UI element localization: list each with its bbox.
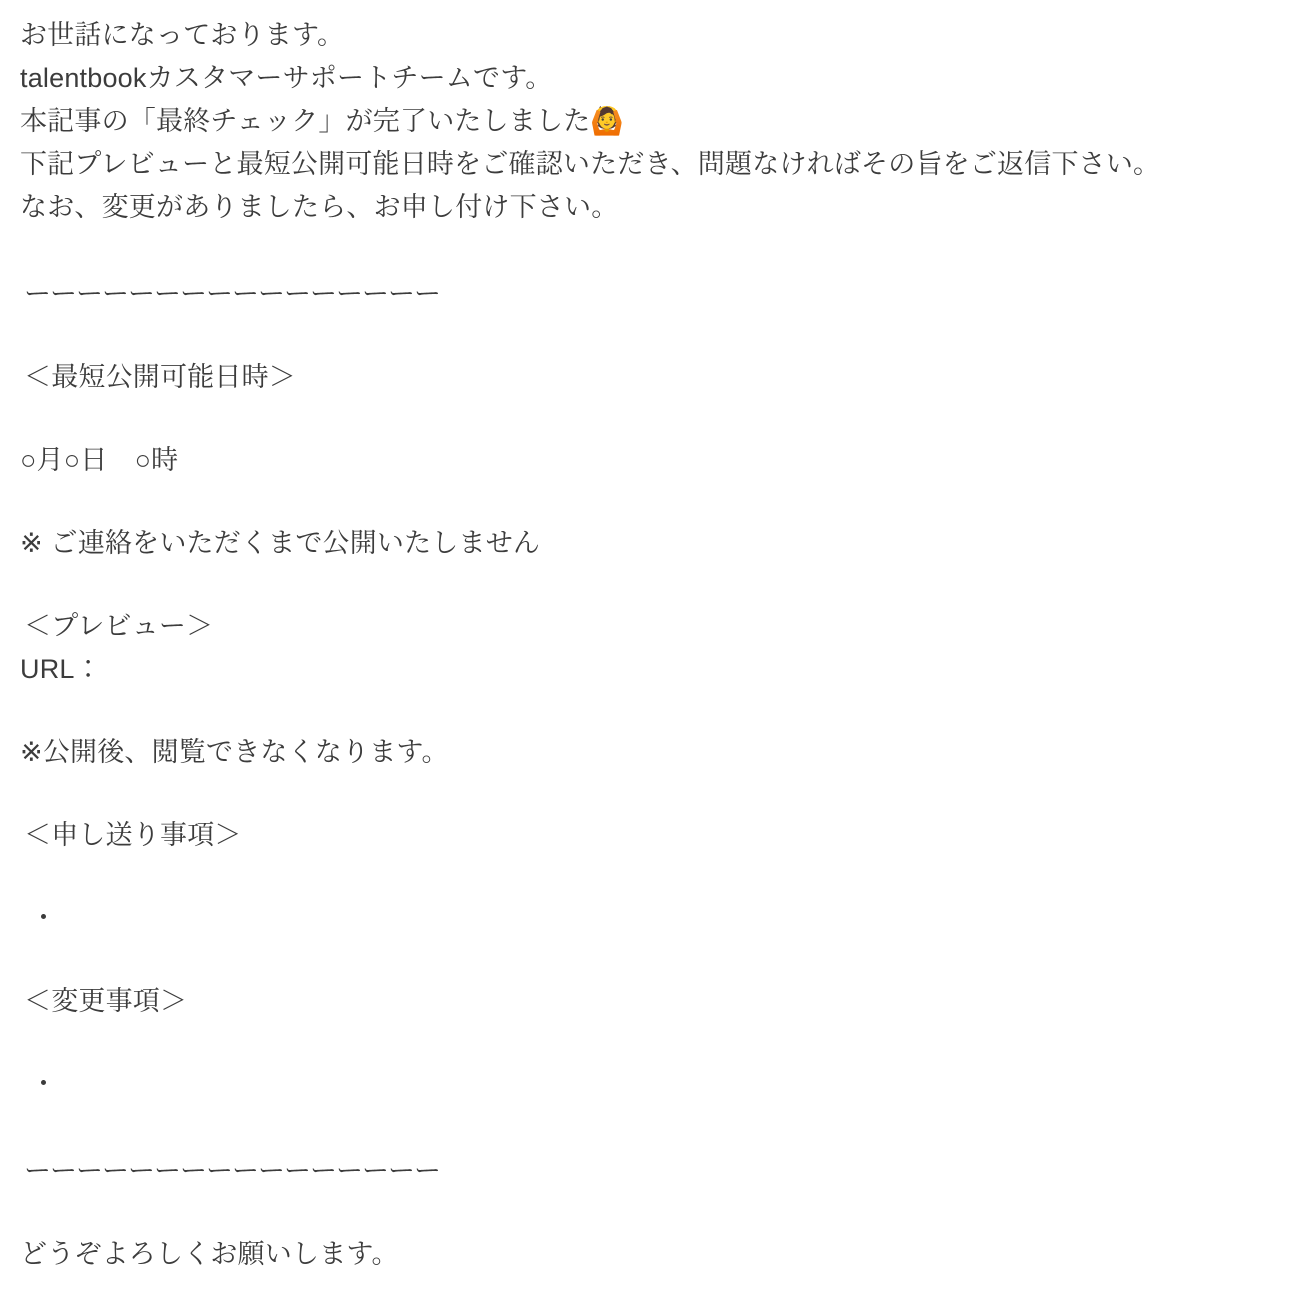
preview-url-label: URL：: [20, 654, 102, 684]
intro-line-4: 下記プレビューと最短公開可能日時をご確認いただき、問題なければその旨をご返信下さい。: [20, 149, 1161, 179]
intro-line-1: お世話になっております。: [20, 20, 345, 50]
spacer-before-publish-value: [20, 399, 1282, 439]
changes-bullet-item: ・: [30, 1069, 57, 1099]
spacer-after-intro: [20, 229, 1282, 273]
handover-bullet-item: ・: [30, 903, 57, 933]
spacer-before-divider-bottom: [20, 1106, 1282, 1150]
preview-heading: ＜プレビュー＞: [24, 611, 214, 641]
spacer-before-changes-bullet: [20, 1023, 1282, 1063]
earliest-publish-value: ○月○日 ○時: [20, 445, 179, 475]
spacer-before-preview: [20, 565, 1282, 605]
closing-line: どうぞよろしくお願いします。: [20, 1239, 399, 1269]
earliest-publish-note: ※ ご連絡をいただくまで公開いたしません: [20, 528, 541, 558]
intro-line-5: なお、変更がありましたら、お申し付け下さい。: [20, 192, 619, 222]
spacer-before-handover-bullet: [20, 857, 1282, 897]
spacer-before-publish-note: [20, 482, 1282, 522]
changes-heading: ＜変更事項＞: [24, 986, 188, 1016]
divider-bottom: ーーーーーーーーーーーーーーーー: [24, 1156, 440, 1186]
spacer-after-divider-top: [20, 316, 1282, 356]
preview-note: ※公開後、閲覧できなくなります。: [20, 737, 449, 767]
earliest-publish-heading: ＜最短公開可能日時＞: [24, 362, 296, 392]
intro-line-2: talentbookカスタマーサポートチームです。: [20, 63, 553, 93]
spacer-before-handover: [20, 774, 1282, 814]
spacer-before-changes: [20, 940, 1282, 980]
divider-top: ーーーーーーーーーーーーーーーー: [24, 279, 440, 309]
spacer-before-preview-note: [20, 691, 1282, 731]
intro-line-3: 本記事の「最終チェック」が完了いたしました🙆: [20, 106, 625, 137]
handover-heading: ＜申し送り事項＞: [24, 820, 242, 850]
spacer-before-closing: [20, 1193, 1282, 1233]
